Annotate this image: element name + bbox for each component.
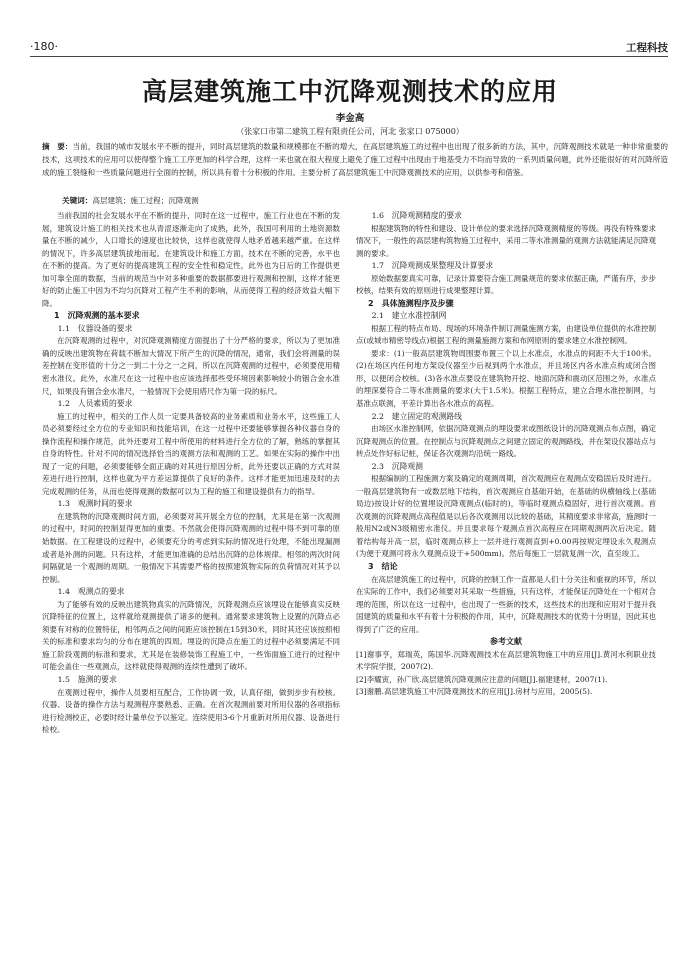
article-title: 高层建筑施工中沉降观测技术的应用: [141, 77, 558, 106]
paragraph: 在沉降观测的过程中，对沉降观测精度方面提出了十分严格的要求，所以为了更加准确的反映出建筑物在荷载不断加大情况下所产生的沉降的情况，通常，我们会将测量的误差控制在变形值的十分之一到二十分之一之间，所以在沉降观测的过程中，必须要使用精密水准仪。此外，水准尺在这一过程中也应该选择那些受环境因素影响较小的铟合金水准尺，如果没有铟合金水准尺，一般情况下会使用塔尺作为第一段的标尺。: [42, 336, 340, 396]
header-rule: [30, 56, 668, 57]
section-heading: 1 沉降观测的基本要求: [54, 311, 140, 321]
paragraph: 根据建筑物的特性和建设、设计单位的要求选择沉降观测精度的等级。再没有特殊要求情况下，一般性的高层建构筑物施工过程中，采用二等水准测量的观测方法就能满足沉降观测的要求。: [356, 223, 656, 258]
keywords-text: 高层建筑；施工过程；沉降观测: [92, 196, 199, 205]
right-column: [356, 210, 656, 699]
paragraph: 在建筑物的沉降观测时间方面，必须要对其开展全方位的控制，尤其是在第一次观测的过程中，时间的控制显得更加的重要。不然就会使得沉降观测的过程中得不到可靠的原始数据。在工程建设的过程中，必须要充分的考虑到实际的情况进行处理，不能出现漏测或者是补测的问题。只有这样，才能更加准确的总结出沉降的总体规律。相邻的两次时间间隔就是一个观测的周期。一般情况下其需要严格的按照建筑物实际的负荷情况对其予以控制。: [42, 511, 340, 584]
subsection-heading: 2.3 沉降观测: [371, 461, 423, 471]
article-author: 李金高: [335, 113, 365, 124]
references-heading: 参考文献: [490, 637, 522, 647]
keywords: [62, 195, 662, 207]
reference-item: [2]李耀寅，孙广欣.高层建筑沉降观测应注意的问题[J].福建建材，2007(1).: [356, 674, 608, 684]
paragraph: 由场区水准控制网，依据沉降观测点的埋设要求或图纸设计的沉降观测点布点图，确定沉降观测点的位置。在控制点与沉降观测点之间建立固定的观测路线，并在架设仪器站点与转点处作好标记桩，保证各次观测均沿统一路线。: [356, 424, 656, 459]
paragraph: 在观测过程中，操作人员要相互配合，工作协调一致，认真仔细，做到步步有校核。仪器、设备的操作方法与观测程序要熟悉、正确。在首次观测前要对所用仪器的各项指标进行检测校正，必要时经计量单位予以鉴定。连续使用3-6个月重新对所用仪器、设备进行检校。: [42, 687, 340, 735]
paragraph: 原始数据要真实可靠，记录计算要符合施工测量规范的要求依据正确，严谨有序，步步校核，结果有效的原则进行成果整理计算。: [356, 273, 656, 296]
reference-item: [1]谢事亨，郑瑞英，陈国华.沉降观测技术在高层建筑物施工中的应用[J].黄河水利职业技术学院学报，2007(2).: [356, 649, 656, 672]
author-affiliation: （张家口市第二建筑工程有限责任公司，河北 张家口 075000）: [236, 127, 464, 136]
keywords-label: 关键词：: [62, 196, 93, 205]
subsection-heading: 2.1 建立水准控制网: [371, 311, 447, 321]
subsection-heading: 1.7 沉降观测成果整理及计算要求: [371, 261, 494, 271]
subsection-heading: 2.2 建立固定的观测路线: [371, 411, 462, 421]
left-column: [42, 210, 340, 737]
paragraph: 根据编制的工程施测方案及确定的观测周期，首次观测应在观测点安稳固后及时进行。一般高层建筑物有一或数层地下结构，首次观测应自基础开始，在基础的纵横轴线上(基础局边)按设计好的位置埋设沉降观测点(临时的)，等临时观测点稳固好，进行首次观测。首次观测的沉降观测点高程值是以后各次观测用以比较的基础，其精度要求非常高，施测时一般用N2或N3级精密水准仪。并且要求每个观测点首次高程应在同期观测两次后决定。随着结构每升高一层，临时观测点移上一层并进行观测直到+0.00再按规定埋设永久观测点(为便于观测可将永久观测点设于+500mm)。然后每施工一层就复测一次，直至竣工。: [356, 474, 656, 559]
reference-item: [3]谢鹏.高层建筑施工中沉降观测技术的应用[J].房材与应用，2005(5).: [356, 687, 593, 697]
intro-paragraph: 当前我国的社会发展水平在不断的提升，同时在这一过程中，施工行业也在不断的发展，建筑设计施工的相关技术也从青涩逐渐走向了成熟，此外，我国可利用的土地资源数量在不断的减少，人口增长的速度也比较快，这样也就使得人地矛盾越来越严重。在这样的情况下，许多高层建筑拔地而起。在建筑设计和施工方面，技术在不断的完善，水平也在不断的提高。为了更好的提高建筑工程的安全性和稳定性，此外也为日后的工作提供更加可靠全面的数据，当前的规范当中对多种重要的数据都要进行观测和控制，这样才能更好的防止施工中因为不均匀沉降对工程产生不利的影响，从而使得工程的经济效益大幅下降。: [42, 211, 340, 308]
subsection-heading: 1.4 观测点的要求: [57, 587, 125, 597]
journal-section: 工程科技: [626, 42, 668, 54]
subsection-heading: 1.6 沉降观测精度的要求: [371, 211, 462, 220]
page-header: [30, 40, 668, 54]
abstract: [42, 140, 668, 180]
subsection-heading: 1.5 施测的要求: [57, 675, 117, 684]
subsection-heading: 1.3 观测时间的要求: [57, 499, 133, 509]
abstract-text: 当前，我国的城市发展水平不断的提升，同时高层建筑的数量和规模都在不断的增大，在高层建筑施工的过程中也出现了很多新的方法，其中，沉降观测技术就是一种非常重要的技术，这项技术的应用可以使得整个施工工序更加的科学合理，这样一来也就在很大程度上避免了施工过程中出现由于地基受力不均而导致的一系列质量问题，此外还能很好的对沉降所造成的施工裂缝和一些质量问题进行全面的控制，所以具有着十分积极的作用。主要分析了高层建筑施工中沉降观测技术的应用，以供参考和借鉴。: [42, 142, 668, 178]
subsection-heading: 1.2 人员素质的要求: [57, 399, 133, 409]
page-number: ·180·: [30, 40, 58, 53]
subsection-heading: 1.1 仪器设备的要求: [57, 323, 133, 333]
section-heading: 3 结论: [368, 562, 398, 572]
paragraph: 要求：(1)一般高层建筑物周围要布置三个以上水准点，水准点的间距不大于100米。(2)在场区内任何地方架设仪器至少后视到两个水准点，并且场区内各水准点构成闭合图形，以便闭合校核。(3)各水准点要设在建筑物开挖、地面沉降和震动区范围之外，水准点的埋深要符合二等水准测量的要求(大于1.5米)。根据工程特点，建立合理水准控制网，与基准点联测，平差计算出各水准点的高程。: [356, 348, 656, 409]
paragraph: 施工的过程中，相关的工作人员一定要具备较高的业务素质和业务水平，这些施工人员必须要经过全方位的专业知识和技能培训，在这一过程中还要能够掌握各种仪器自身的操作流程和操作规范，此外还要对工程中所使用的材料进行全方位的了解，熟练的掌握其自身的特性。针对不同的情况选择恰当的观测方法和观测的工艺。如果在实际的操作中出现了一定的问题，必须要能够全面正确的对其进行原因分析，此外还要以正确的方式对误差进行进行控制，这样也就为平方差运算提供了良好的条件。这样才能更加迅速及时的去完成观测的任务，从而也使得观测的数据可以为工程的施工和建设提供有力的指导。: [42, 411, 340, 496]
abstract-label: 摘 要：: [42, 142, 73, 151]
paragraph: 在高层建筑施工的过程中，沉降的控制工作一直都是人们十分关注和重视的环节，所以在实际的工作中，我们必须要对其采取一些措施，只有这样，才能保证沉降处在一个相对合理的范围，所以在这一过程中，也出现了一些新的技术，这些技术的出现和应用对于提升我国建筑的质量和水平有着十分积极的作用，其中，沉降观测技术的优势十分明显，因此其也得到了广泛的应用。: [356, 574, 656, 634]
paragraph: 为了能够有效的反映出建筑物真实的沉降情况，沉降观测点应该埋设在能够真实反映沉降特征的位置上，这样就给观测提供了诸多的便利。通常要求建筑物上设置的沉降点必须要有对称的位置特征，相邻两点之间的间距应该控制在15到30米，同时其还应该按照相关的标准和要求均匀的分布在建筑的四周。埋设的沉降点在施工的过程中必须要满足不同施工阶段观测的标准和要求，尤其是在装修装饰工程施工中，一些饰面施工进行的过程中可能会盖住一些观测点，这样就使得观测的连续性遭到了破坏。: [42, 599, 340, 672]
section-heading: 2 具体施测程序及步骤: [368, 298, 454, 308]
paragraph: 根据工程的特点布局、现场的环境条件制订测量施测方案，由建设单位提供的水准控制点(或城市精密导线点)根据工程的测量施测方案和布网原则的要求建立水准控制网。: [356, 323, 656, 346]
